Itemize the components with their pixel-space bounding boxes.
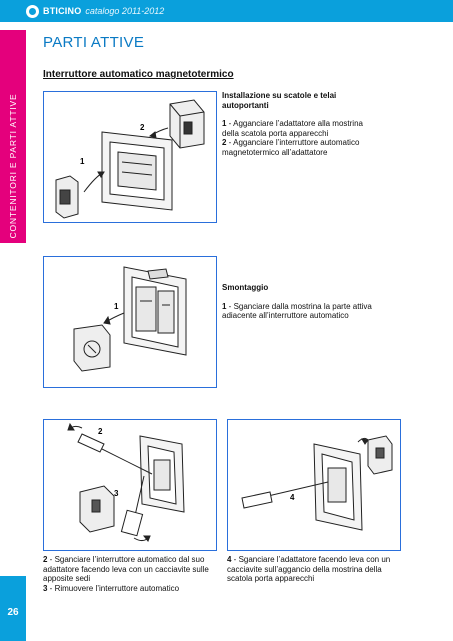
catalog-subtitle: catalogo 2011-2012 [85,6,165,16]
figure-installation [43,91,217,223]
removal-illustration [44,257,216,387]
removal-step-1: 1 - Sganciare dalla mostrina la parte attiva adiacente all’interruttore automatico [222,301,372,320]
page-title: PARTI ATTIVE [43,34,145,51]
breaker-release-illustration [44,420,216,550]
installation-illustration [44,92,216,222]
figure-breaker-release [43,419,217,551]
installation-step-1: 1 - Agganciare l’adattatore alla mostrina della scatola porta apparecchi [222,119,363,138]
installation-heading: Installazione su scatole e telai autoportanti [222,91,337,110]
removal-text [222,283,392,321]
fig3-label-2: 2 [98,427,103,436]
adapter-release-text [227,555,407,584]
top-bar [0,0,453,22]
step-2: 2 - Sganciare l’interruttore automatico dal suo adattatore facendo leva con un cacciavite sulle apposite sedi [43,555,209,583]
fig3-label-3: 3 [114,489,119,498]
installation-step-2: 2 - Agganciare l’interruttore automatico magnetotermico all’adattatore [222,138,360,157]
section-title: Interruttore automatico magnetotermico [43,69,234,80]
brand [26,4,164,18]
figure-adapter-release [227,419,401,551]
step-3: 3 - Rimuovere l’interruttore automatico [43,583,180,593]
fig1-label-2: 2 [140,123,145,132]
adapter-release-illustration [228,420,400,550]
side-tab [0,30,26,243]
step-4: 4 - Sganciare l’adattatore facendo leva con un cacciavite sull’aggancio della mostrina della scatola porta apparecchi [227,555,391,583]
page-number: 26 [7,607,19,618]
brand-name: BTICINO [43,6,82,16]
removal-heading: Smontaggio [222,283,269,292]
figure-removal [43,256,217,388]
side-tab-label: CONTENITORI E PARTI ATTIVE [8,93,18,239]
fig2-label-1: 1 [114,302,119,311]
breaker-release-text [43,555,218,593]
fig1-label-1: 1 [80,157,85,166]
fig4-label-4: 4 [290,493,295,502]
brand-logo-icon [26,5,39,18]
installation-text [222,91,382,157]
